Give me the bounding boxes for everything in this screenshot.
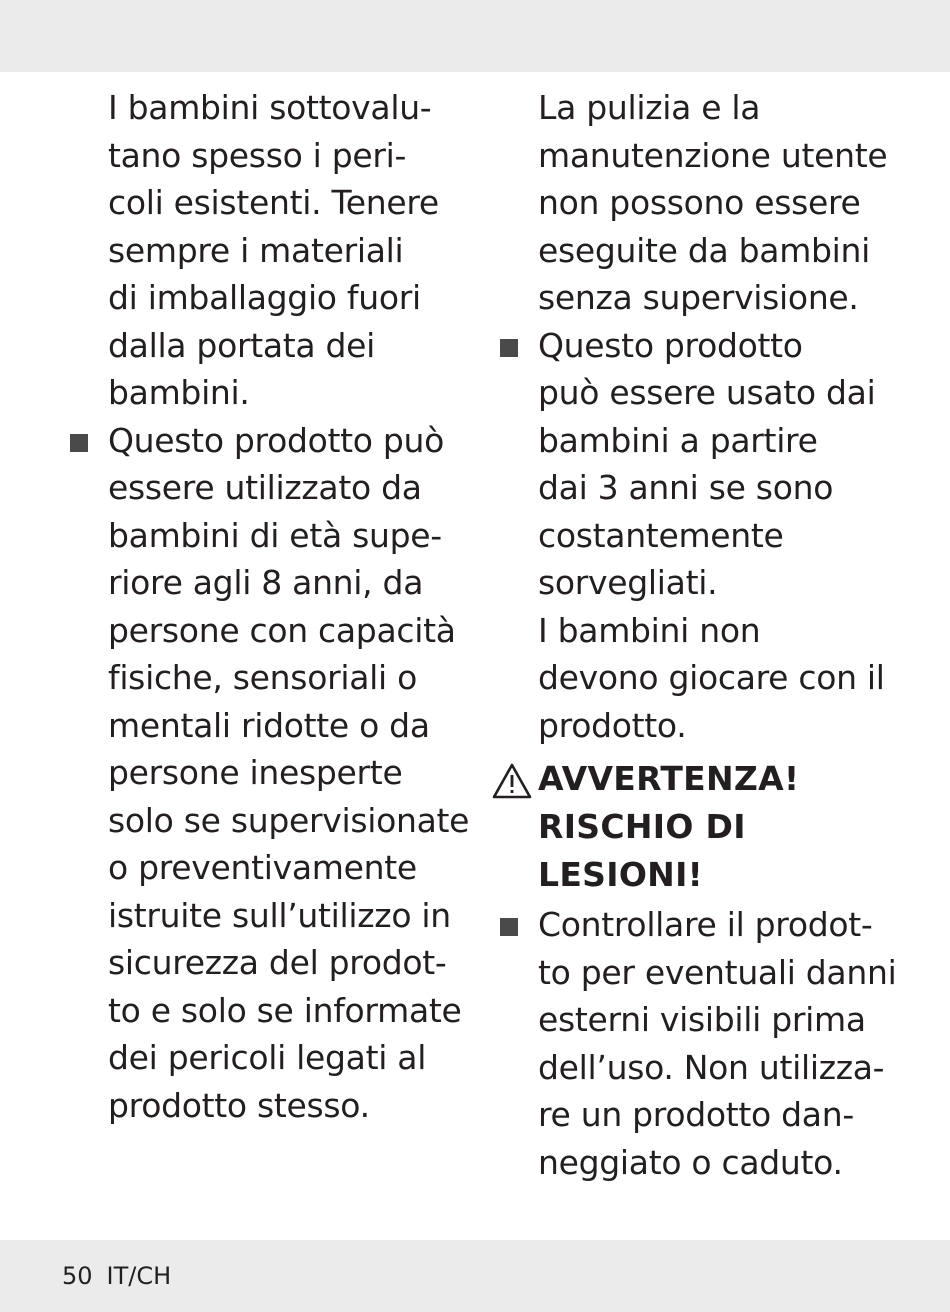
text-line: bambini.	[108, 373, 250, 412]
text-line: persone inesperte	[108, 753, 403, 792]
text-line: essere utilizzato da	[108, 468, 422, 507]
text-line: esterni visibili prima	[538, 1000, 866, 1039]
text-line: prodotto.	[538, 705, 687, 745]
text-line: può essere usato dai	[538, 373, 876, 412]
warning-line: RISCHIO DI	[538, 807, 746, 846]
warning-line: LESIONI!	[538, 855, 704, 894]
text-line: dalla portata dei	[108, 325, 376, 365]
bullet-item-inspect	[538, 901, 897, 1186]
text-line: mentali ridotte o da	[108, 705, 430, 745]
locale-label: IT/CH	[106, 1262, 172, 1290]
text-line: prodotto stesso.	[108, 1085, 370, 1125]
text-line: re un prodotto dan-	[538, 1095, 854, 1134]
text-line: coli esistenti. Tenere	[108, 183, 439, 222]
paragraph-cleaning	[538, 84, 888, 322]
text-line: I bambini sottovalu-	[108, 88, 432, 127]
text-line: tano spesso i peri-	[108, 135, 407, 175]
text-line: sicurezza del prodot-	[108, 943, 447, 982]
text-line: dell’uso. Non utilizza-	[538, 1047, 885, 1087]
text-line: manutenzione utente	[538, 135, 888, 175]
bullet-item-age-3	[538, 322, 888, 750]
square-bullet-icon	[500, 918, 518, 936]
text-line: to e solo se informate	[108, 990, 462, 1030]
text-line: Questo prodotto	[538, 325, 803, 365]
text-line: di imballaggio fuori	[108, 278, 421, 317]
text-line: Controllare il prodot-	[538, 905, 873, 944]
text-line: fisiche, sensoriali o	[108, 658, 417, 697]
square-bullet-icon	[70, 434, 88, 452]
paragraph-packaging	[108, 84, 458, 417]
text-line: istruite sull’utilizzo in	[108, 895, 451, 935]
page-footer	[62, 1262, 171, 1290]
warning-triangle-icon	[492, 763, 532, 799]
text-line: eseguite da bambini	[538, 230, 871, 270]
text-line: sempre i materiali	[108, 230, 404, 270]
left-column	[108, 84, 470, 1129]
text-line: to per eventuali danni	[538, 952, 897, 992]
text-line: bambini di età supe-	[108, 515, 442, 555]
text-line: solo se supervisionate	[108, 800, 470, 840]
header-band	[0, 0, 950, 72]
text-line: costantemente	[538, 515, 784, 555]
text-line: Questo prodotto può	[108, 420, 445, 460]
warning-heading	[538, 755, 888, 899]
page-number: 50	[62, 1262, 93, 1290]
bullet-item-age-8	[108, 417, 470, 1130]
text-line: sorvegliati.	[538, 563, 718, 602]
text-line: neggiato o caduto.	[538, 1142, 843, 1182]
square-bullet-icon	[500, 339, 518, 357]
text-line: I bambini non	[538, 610, 761, 650]
warning-line: AVVERTENZA!	[538, 759, 800, 798]
text-line: La pulizia e la	[538, 88, 761, 127]
text-line: o preventivamente	[108, 848, 417, 887]
text-line: devono giocare con il	[538, 658, 885, 697]
text-line: dei pericoli legati al	[108, 1038, 427, 1077]
text-line: non possono essere	[538, 183, 861, 222]
text-line: dai 3 anni se sono	[538, 468, 834, 507]
text-line: riore agli 8 anni, da	[108, 563, 424, 602]
text-line: persone con capacità	[108, 610, 456, 650]
text-line: bambini a partire	[538, 420, 818, 460]
right-column	[538, 84, 897, 1186]
text-line: senza supervisione.	[538, 278, 859, 317]
